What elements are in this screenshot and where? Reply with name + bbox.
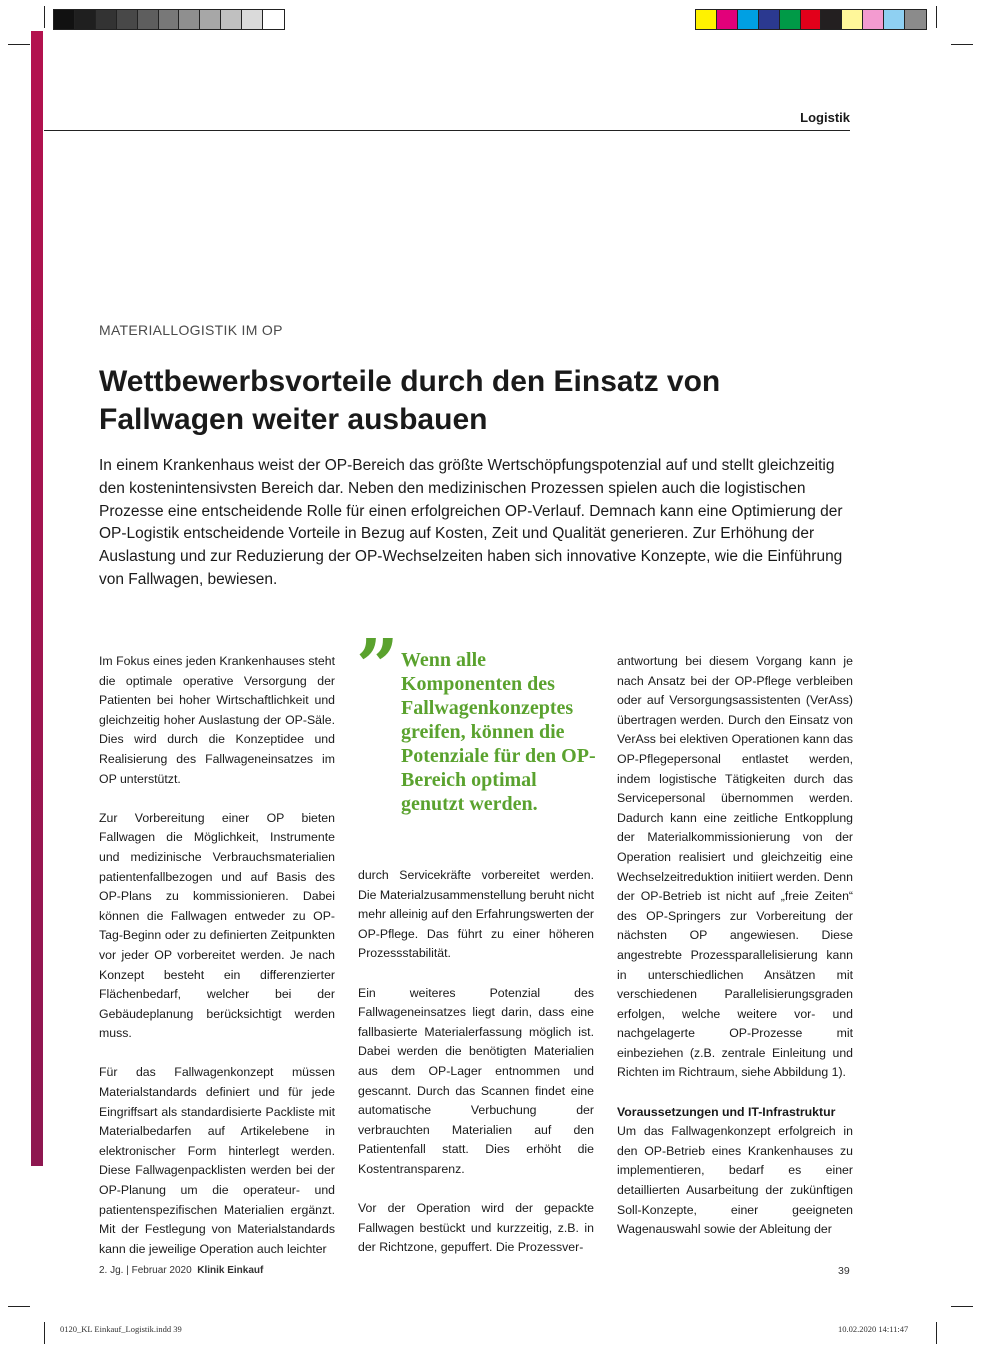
color-swatch (863, 10, 884, 29)
article-kicker: MATERIALLOGISTIK IM OP (99, 322, 283, 338)
paragraph: durch Servicekräfte vorbereitet werden. Die Materialzusammenstellung beruht nicht mehr alleinig auf den Erfahrungswerten der OP-Pflege. Das führt zu einer höheren Prozessstabilität. (358, 868, 594, 961)
quote-mark-icon: ” (356, 624, 399, 710)
text-column-2 (358, 866, 594, 1258)
header-rule (44, 130, 850, 131)
print-slug-file: 0120_KL Einkauf_Logistik.indd 39 (60, 1324, 182, 1334)
color-swatch (759, 10, 780, 29)
gray-swatch (75, 10, 96, 29)
gray-swatch (159, 10, 180, 29)
gray-swatch (96, 10, 117, 29)
gray-swatch (179, 10, 200, 29)
paragraph: Zur Vorbereitung einer OP bieten Fallwagen die Möglichkeit, Instrumente und medizinische Verbrauchsmaterialien patientenfallbezogen und auf Basis des OP-Plans zu kommissionieren. Dabei können die Fallwagen entweder zu OP-Tag-Beginn oder zu definierten Zeitpunkten vor jeder OP vorbereitet werden. Je nach Konzept besteht ein differenzierter Flächenbedarf, welcher bei der Gebäudeplanung berücksichtigt werden muss. (99, 810, 335, 1041)
color-swatch (842, 10, 863, 29)
page-number: 39 (838, 1265, 850, 1277)
gray-swatch (263, 10, 284, 29)
paragraph: Im Fokus eines jeden Krankenhauses steht die optimale operative Versorgung der Patienten bei hoher Wirtschaftlichkeit und gleichzeitig hoher Auslastung der OP-Säle. Dies wird durch die Konzeptidee und Realisierung des Fallwageneinsatzes im OP unterstützt. (99, 654, 335, 786)
color-swatch (801, 10, 822, 29)
crop-mark-bottom-left-v (44, 1322, 45, 1344)
accent-side-stripe (31, 31, 43, 1166)
crop-mark-top-left-h (8, 44, 30, 45)
color-swatch (780, 10, 801, 29)
gray-swatch (138, 10, 159, 29)
crop-mark-top-left-v (44, 6, 45, 28)
gray-swatch (242, 10, 263, 29)
article-lead: In einem Krankenhaus weist der OP-Bereich das größte Wertschöpfungspotenzial auf und stellt gleichzeitig den kostenintensivsten Bereich dar. Neben den medizinischen Prozessen spielen auch die logistischen Prozesse eine entscheidende Rolle für einen erfolgreichen OP-Verlauf. Demnach kann eine Optimierung der OP-Logistik entscheidende Vorteile in Bezug auf Kosten, Zeit und Qualität generieren. Zur Erhöhung der Auslastung und zur Reduzierung der OP-Wechselzeiten haben sich innovative Konzepte, wie die Einführung von Fallwagen, bewiesen. (99, 457, 843, 588)
paragraph: Für das Fallwagenkonzept müssen Materialstandards definiert und für jede Eingriffsart als standardisierte Packliste mit Materialbedarfen auf Artikelebene in elektronischer Form hinterlegt werden. Diese Fallwagenpacklisten werden bei der OP-Planung um die operateur- und patientenspezifischen Materialien ergänzt. Mit der Festlegung von Materialstandards kann die jeweilige Operation auch leichter (99, 1065, 335, 1256)
paragraph: antwortung bei diesem Vorgang kann je nach Ansatz bei der OP-Pflege verbleiben oder auf Versorgungsassistenten (VerAss) übertragen werden. Durch den Einsatz von VerAss bei elektiven Operationen kann das OP-Pflegepersonal entlastet werden, indem logistische Tätigkeiten durch das Servicepersonal übernommen werden. Dadurch kann eine zeitliche Entkopplung der Materialkommissionierung von der Operation realisiert und gleichzeitig eine Wechselzeitreduktion initiiert werden. Denn der OP-Betrieb ist nicht auf „freie Zeiten“ des OP-Springers zur Vorbereitung der nächsten OP angewiesen. Diese angestrebte Prozessparallelisierung kann in unterschiedlichen Ansätzen mit verschiedenen Parallelisierungsgraden erfolgen, welche weitere vor- und nachgelagerte OP-Prozesse mit einbeziehen (z.B. zentrale Einleitung und Richten im Richtraum, siehe Abbildung 1). (617, 654, 853, 1080)
crop-mark-bottom-left-h (8, 1306, 30, 1307)
footer-issue-info (99, 1265, 263, 1276)
footer-magazine-name: Klinik Einkauf (197, 1265, 264, 1276)
footer-issue: 2. Jg. | Februar 2020 (99, 1265, 192, 1276)
crop-mark-top-right-h (951, 44, 973, 45)
color-swatch (717, 10, 738, 29)
article-headline: Wettbewerbsvorteile durch den Einsatz von Fallwagen weiter ausbauen (99, 365, 721, 436)
section-label: Logistik (800, 110, 850, 125)
paragraph: Vor der Operation wird der gepackte Fallwagen bestückt und kurzzeitig, z.B. in der Richtzone, gepuffert. Die Prozessver- (358, 1201, 594, 1255)
gray-swatch (117, 10, 138, 29)
cmyk-color-bar (695, 9, 927, 30)
paragraph: Um das Fallwagenkonzept erfolgreich in den OP-Betrieb eines Krankenhauses zu implementieren, bedarf es einer detaillierten Ausarbeitung der zukünftigen Soll-Konzepte, einer geeigneten Wagenauswahl sowie der Ableitung der (617, 1124, 853, 1237)
crop-mark-bottom-right-v (936, 1322, 937, 1344)
crop-mark-top-right-v (936, 6, 937, 28)
paragraph: Ein weiteres Potenzial des Fallwageneinsatzes liegt darin, dass eine fallbasierte Materialerfassung möglich ist. Dabei werden die benötigten Materialien aus dem OP-Lager entnommen und gescannt. Durch das Scannen findet eine automatische Verbuchung der verbrauchten Materialien auf den Patientenfall statt. Dies erhöht die Kostentransparenz. (358, 985, 594, 1176)
pull-quote: Wenn alle Komponenten des Fallwagenkonzeptes greifen, können die Potenziale für den OP-Bereich optimal genutzt werden. (401, 649, 596, 815)
color-swatch (738, 10, 759, 29)
color-swatch (905, 10, 926, 29)
subheading: Voraussetzungen und IT-Infrastruktur (617, 1104, 836, 1119)
color-swatch (884, 10, 905, 29)
color-swatch (821, 10, 842, 29)
gray-swatch (54, 10, 75, 29)
crop-mark-bottom-right-h (951, 1306, 973, 1307)
gray-swatch (200, 10, 221, 29)
text-column-3 (617, 652, 853, 1240)
gray-swatch (221, 10, 242, 29)
color-swatch (696, 10, 717, 29)
grayscale-color-bar (53, 9, 285, 30)
print-slug-timestamp: 10.02.2020 14:11:47 (838, 1324, 909, 1334)
text-column-1 (99, 652, 335, 1259)
